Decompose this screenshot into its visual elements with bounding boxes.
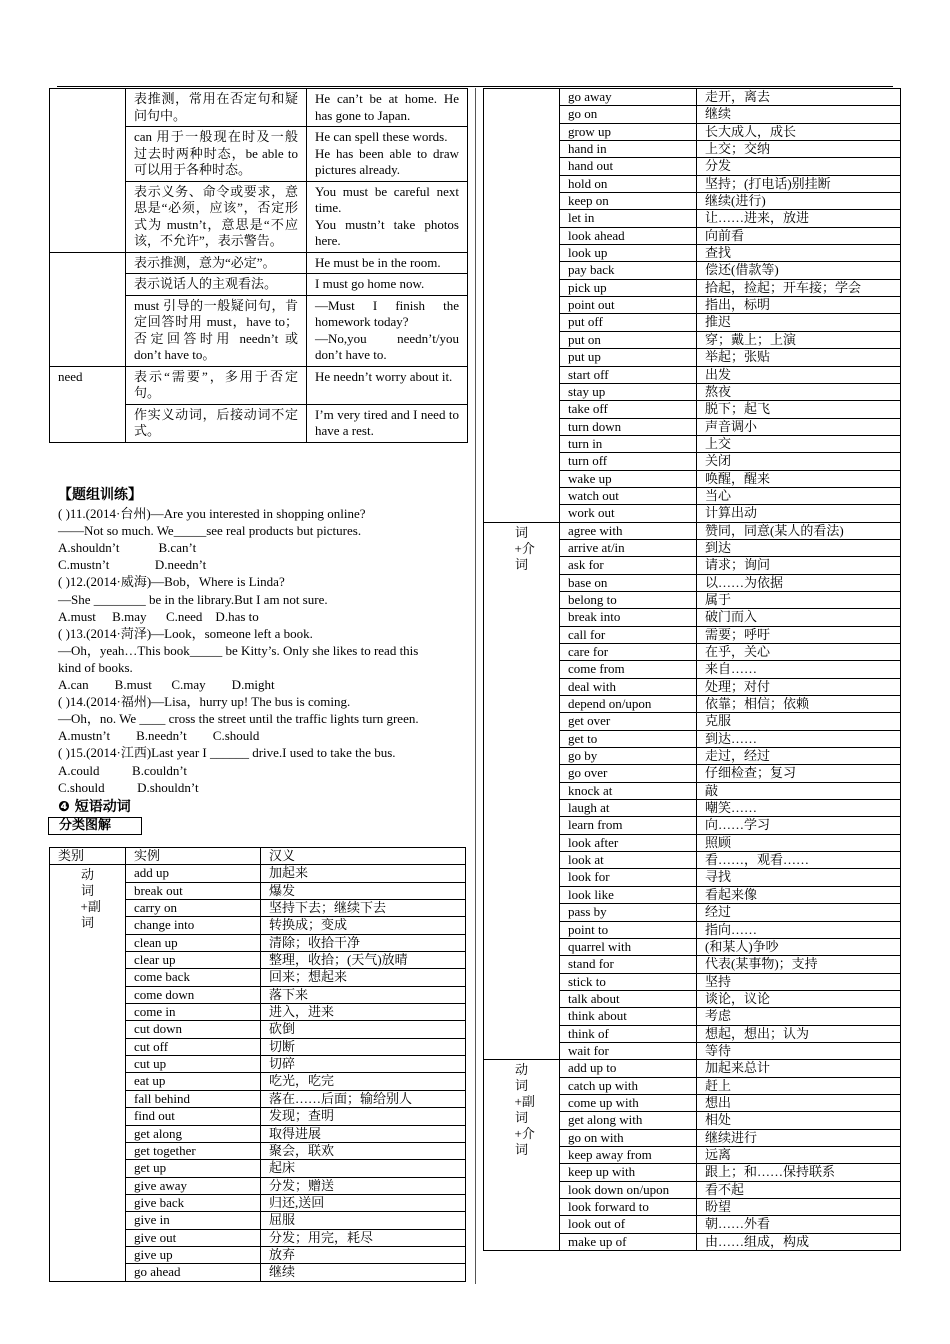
category-cell	[50, 865, 126, 1281]
phrase-cell: keep away from	[560, 1146, 697, 1163]
modal-example-cell	[307, 89, 468, 127]
phrase-cell: stand for	[560, 956, 697, 973]
meaning-cell: 到达	[697, 539, 901, 556]
modal-word-cell	[50, 89, 126, 253]
modal-row	[50, 252, 468, 274]
phrase-cell: look down on/upon	[560, 1181, 697, 1198]
meaning-cell: 分发；赠送	[261, 1177, 466, 1194]
phrase-cell: come in	[126, 1004, 261, 1021]
meaning-cell: 请求；询问	[697, 557, 901, 574]
meaning-cell: 由……组成，构成	[697, 1233, 901, 1250]
phrase-cell: care for	[560, 644, 697, 661]
phrase-cell: make up of	[560, 1233, 697, 1250]
phrase-cell: pick up	[560, 279, 697, 296]
meaning-cell: 敲	[697, 782, 901, 799]
meaning-cell: 声音调小	[697, 418, 901, 435]
phrase-cell: get along with	[560, 1112, 697, 1129]
phrase-cell: get up	[126, 1160, 261, 1177]
phrase-cell: add up to	[560, 1060, 697, 1077]
meaning-cell: 聚会，联欢	[261, 1142, 466, 1159]
phrase-cell: learn from	[560, 817, 697, 834]
modal-example-cell	[307, 252, 468, 274]
example-line: He can’t be at home. He has gone to Japan.	[315, 91, 459, 123]
modal-example-cell	[307, 127, 468, 182]
exercise-line: C.should D.shouldn’t	[58, 779, 199, 795]
phrase-cell: break out	[126, 882, 261, 899]
modal-example-cell	[307, 274, 468, 296]
exercise-line: ( )14.(2014·福州)—Lisa，hurry up! The bus is coming.	[58, 694, 351, 710]
meaning-cell: 进入，进来	[261, 1004, 466, 1021]
phrase-cell: go by	[560, 748, 697, 765]
meaning-cell: 发现；查明	[261, 1108, 466, 1125]
meaning-cell: 在乎，关心	[697, 644, 901, 661]
meaning-cell: 屈服	[261, 1212, 466, 1229]
phrase-cell: take off	[560, 401, 697, 418]
meaning-cell: 出发	[697, 366, 901, 383]
example-line: —Must I finish the homework today?	[315, 297, 459, 329]
phrase-cell: arrive at/in	[560, 539, 697, 556]
phrase-cell: keep up with	[560, 1164, 697, 1181]
phrase-cell: go on	[560, 106, 697, 123]
phrasal-row	[50, 865, 466, 882]
phrase-cell: turn in	[560, 435, 697, 452]
modal-usage-cell: 表示义务、命令或要求，意思是“必须，应该”，否定形式为 mustn’t，意思是“不应该，不允许”，表示警告。	[126, 181, 307, 252]
phrase-cell: give back	[126, 1194, 261, 1211]
meaning-cell: 处理；对付	[697, 678, 901, 695]
meaning-cell: 清除；收拾干净	[261, 934, 466, 951]
phrase-cell: look at	[560, 852, 697, 869]
meaning-cell: 偿还(借款等)	[697, 262, 901, 279]
meaning-cell: 以……为依据	[697, 574, 901, 591]
phrase-cell: talk about	[560, 990, 697, 1007]
meaning-cell: 举起；张贴	[697, 349, 901, 366]
meaning-cell: 寻找	[697, 869, 901, 886]
phrase-cell: pay back	[560, 262, 697, 279]
modal-example-cell	[307, 366, 468, 404]
exercise-line: A.can B.must C.may D.might	[58, 677, 275, 693]
phrase-cell: call for	[560, 626, 697, 643]
meaning-cell: 转换成；变成	[261, 917, 466, 934]
exercise-line: A.must B.may C.need D.has to	[58, 608, 259, 624]
exercise-section	[58, 487, 460, 835]
phrase-cell: hand in	[560, 141, 697, 158]
meaning-cell: 查找	[697, 245, 901, 262]
meaning-cell: 坚持下去；继续下去	[261, 900, 466, 917]
phrase-cell: get along	[126, 1125, 261, 1142]
phrase-cell: add up	[126, 865, 261, 882]
phrase-cell: keep on	[560, 193, 697, 210]
phrase-cell: agree with	[560, 522, 697, 539]
meaning-cell: 经过	[697, 904, 901, 921]
phrase-cell: look forward to	[560, 1199, 697, 1216]
meaning-cell: 分发	[697, 158, 901, 175]
category-diagram-label: 分类图解	[48, 817, 142, 835]
meaning-cell: 推迟	[697, 314, 901, 331]
modal-verb-table	[49, 88, 468, 443]
meaning-cell: 继续	[697, 106, 901, 123]
meaning-cell: 当心	[697, 487, 901, 504]
phrase-cell: put on	[560, 331, 697, 348]
phrase-cell: knock at	[560, 782, 697, 799]
meaning-cell: 想起，想出；认为	[697, 1025, 901, 1042]
meaning-cell: 唤醒，醒来	[697, 470, 901, 487]
meaning-cell: 向……学习	[697, 817, 901, 834]
category-cell	[484, 522, 560, 1060]
phrase-cell: eat up	[126, 1073, 261, 1090]
meaning-cell: 取得进展	[261, 1125, 466, 1142]
meaning-cell: 爆发	[261, 882, 466, 899]
meaning-cell: (和某人)争吵	[697, 938, 901, 955]
section-bullet: ❹	[58, 798, 70, 815]
exercise-line: A.shouldn’t B.can’t	[58, 540, 197, 556]
meaning-cell: 仔细检查；复习	[697, 765, 901, 782]
top-rule	[57, 86, 893, 87]
meaning-cell: 归还,送回	[261, 1194, 466, 1211]
example-line: You mustn’t take photos here.	[315, 216, 459, 248]
meaning-cell: 指向……	[697, 921, 901, 938]
phrase-cell: change into	[126, 917, 261, 934]
phrase-cell: go ahead	[126, 1264, 261, 1281]
phrasal-row	[484, 89, 901, 106]
phrase-cell: go over	[560, 765, 697, 782]
meaning-cell: 盼望	[697, 1199, 901, 1216]
meaning-cell: 远离	[697, 1146, 901, 1163]
header-cell: 实例	[126, 848, 261, 865]
meaning-cell: 分发；用完，耗尽	[261, 1229, 466, 1246]
modal-word-cell	[50, 252, 126, 366]
phrasal-verb-table-left	[49, 847, 466, 1282]
category-cell	[484, 89, 560, 523]
meaning-cell: 到达……	[697, 730, 901, 747]
phrase-cell: let in	[560, 210, 697, 227]
phrase-cell: look up	[560, 245, 697, 262]
exercise-line: A.could B.couldn’t	[58, 762, 188, 778]
phrasal-row	[484, 522, 901, 539]
meaning-cell: 切断	[261, 1038, 466, 1055]
phrase-cell: find out	[126, 1108, 261, 1125]
phrase-cell: think of	[560, 1025, 697, 1042]
phrase-cell: clear up	[126, 952, 261, 969]
example-line: He can spell these words.	[315, 129, 448, 144]
phrase-cell: base on	[560, 574, 697, 591]
meaning-cell: 上交	[697, 435, 901, 452]
phrase-cell: put up	[560, 349, 697, 366]
exercise-line: —She ________ be in the library.But I am not sure.	[58, 591, 328, 607]
phrase-cell: give in	[126, 1212, 261, 1229]
meaning-cell: 走过，经过	[697, 748, 901, 765]
example-line: I’m very tired and I need to have a rest.	[315, 406, 459, 438]
meaning-cell: 克服	[697, 713, 901, 730]
modal-row	[50, 366, 468, 404]
phrase-cell: go on with	[560, 1129, 697, 1146]
meaning-cell: 赞同，同意(某人的看法)	[697, 522, 901, 539]
exercise-line: C.mustn’t D.needn’t	[58, 557, 207, 573]
phrase-cell: look like	[560, 886, 697, 903]
modal-word-cell: need	[50, 366, 126, 442]
phrase-cell: grow up	[560, 123, 697, 140]
phrase-cell: belong to	[560, 591, 697, 608]
phrase-cell: get over	[560, 713, 697, 730]
meaning-cell: 砍倒	[261, 1021, 466, 1038]
category-cell	[484, 1060, 560, 1251]
exercise-lines	[58, 505, 460, 796]
phrase-cell: catch up with	[560, 1077, 697, 1094]
category-label: 词+介词	[514, 524, 535, 572]
phrase-cell: come up with	[560, 1094, 697, 1111]
example-line: You must be careful next time.	[315, 183, 459, 215]
phrase-cell: look after	[560, 834, 697, 851]
phrasal-verbs-heading	[58, 799, 460, 816]
phrase-cell: fall behind	[126, 1090, 261, 1107]
meaning-cell: 加起来总计	[697, 1060, 901, 1077]
meaning-cell: 上交；交纳	[697, 141, 901, 158]
meaning-cell: 长大成人，成长	[697, 123, 901, 140]
meaning-cell: 回来；想起来	[261, 969, 466, 986]
phrase-cell: come from	[560, 661, 697, 678]
phrase-cell: stay up	[560, 383, 697, 400]
meaning-cell: 依靠；相信；依赖	[697, 696, 901, 713]
meaning-cell: 跟上；和……保持联系	[697, 1164, 901, 1181]
header-cell: 类别	[50, 848, 126, 865]
modal-row	[50, 89, 468, 127]
modal-usage-cell: 表示说话人的主观看法。	[126, 274, 307, 296]
column-separator	[475, 88, 476, 1284]
phrase-cell: laugh at	[560, 800, 697, 817]
meaning-cell: 整理，收拾；(天气)放晴	[261, 952, 466, 969]
exercise-line: ( )11.(2014·台州)—Are you interested in shopping online?	[58, 506, 366, 522]
phrase-cell: cut off	[126, 1038, 261, 1055]
phrase-cell: depend on/upon	[560, 696, 697, 713]
modal-usage-cell: 作实义动词，后接动词不定式。	[126, 404, 307, 442]
phrase-cell: watch out	[560, 487, 697, 504]
phrase-cell: give up	[126, 1246, 261, 1263]
exercise-line: kind of books.	[58, 659, 133, 675]
example-line: I must go home now.	[315, 276, 425, 291]
meaning-cell: 指出，标明	[697, 297, 901, 314]
meaning-cell: 落下来	[261, 986, 466, 1003]
exercise-line: ( )13.(2014·菏泽)—Look，someone left a book.	[58, 625, 313, 641]
phrase-cell: ask for	[560, 557, 697, 574]
meaning-cell: 让……进来，放进	[697, 210, 901, 227]
phrase-cell: put off	[560, 314, 697, 331]
phrase-cell: hold on	[560, 175, 697, 192]
phrase-cell: come down	[126, 986, 261, 1003]
meaning-cell: 破门而入	[697, 609, 901, 626]
phrase-cell: come back	[126, 969, 261, 986]
example-line: He needn’t worry about it.	[315, 368, 453, 384]
phrase-cell: cut up	[126, 1056, 261, 1073]
meaning-cell: 放弃	[261, 1246, 466, 1263]
phrase-cell: start off	[560, 366, 697, 383]
meaning-cell: 考虑	[697, 1008, 901, 1025]
meaning-cell: 关闭	[697, 453, 901, 470]
exercise-line: —Oh，no. We ____ cross the street until the traffic lights turn green.	[58, 711, 419, 727]
meaning-cell: 赶上	[697, 1077, 901, 1094]
meaning-cell: 朝……外看	[697, 1216, 901, 1233]
meaning-cell: 看不起	[697, 1181, 901, 1198]
example-line: He must be in the room.	[315, 254, 441, 270]
modal-usage-cell: 表推测，常用在否定句和疑问句中。	[126, 89, 307, 127]
meaning-cell: 需要；呼吁	[697, 626, 901, 643]
meaning-cell: 相处	[697, 1112, 901, 1129]
meaning-cell: 属于	[697, 591, 901, 608]
phrase-cell: pass by	[560, 904, 697, 921]
meaning-cell: 坚持；(打电话)别挂断	[697, 175, 901, 192]
phrase-cell: wait for	[560, 1042, 697, 1059]
phrase-cell: point out	[560, 297, 697, 314]
exercise-title: 【题组训练】	[58, 487, 142, 503]
meaning-cell: 继续	[261, 1264, 466, 1281]
example-line: —No,you needn’t/you don’t have to.	[315, 330, 459, 362]
meaning-cell: 继续(进行)	[697, 193, 901, 210]
meaning-cell: 拾起，捡起；开车接；学会	[697, 279, 901, 296]
modal-example-cell	[307, 295, 468, 366]
meaning-cell: 吃光，吃完	[261, 1073, 466, 1090]
phrasal-row	[484, 1060, 901, 1077]
phrase-cell: work out	[560, 505, 697, 522]
modal-usage-cell: 表示“需要”，多用于否定句。	[126, 366, 307, 404]
meaning-cell: 穿；戴上；上演	[697, 331, 901, 348]
phrase-cell: give away	[126, 1177, 261, 1194]
phrase-cell: get together	[126, 1142, 261, 1159]
meaning-cell: 坚持	[697, 973, 901, 990]
meaning-cell: 嘲笑……	[697, 800, 901, 817]
meaning-cell: 脱下；起飞	[697, 401, 901, 418]
meaning-cell: 继续进行	[697, 1129, 901, 1146]
meaning-cell: 谈论，议论	[697, 990, 901, 1007]
phrase-cell: quarrel with	[560, 938, 697, 955]
meaning-cell: 想出	[697, 1094, 901, 1111]
exercise-line: ——Not so much. We_____see real products but pictures.	[58, 523, 362, 539]
meaning-cell: 切碎	[261, 1056, 466, 1073]
meaning-cell: 走开，离去	[697, 89, 901, 106]
exercise-line: A.mustn’t B.needn’t C.should	[58, 728, 260, 744]
phrase-cell: turn off	[560, 453, 697, 470]
modal-usage-cell: must 引导的一般疑问句，肯定回答时用 must，have to；否定回答时用 needn’t 或 don’t have to。	[126, 295, 307, 366]
phrase-cell: break into	[560, 609, 697, 626]
phrase-cell: think about	[560, 1008, 697, 1025]
phrase-cell: go away	[560, 89, 697, 106]
example-line: He has been able to draw pictures already.	[315, 145, 459, 177]
exercise-line: —Oh，yeah…This book_____ be Kitty’s. Only she likes to read this	[58, 642, 419, 658]
meaning-cell: 落在……后面；输给别人	[261, 1090, 466, 1107]
exercise-line: ( )12.(2014·威海)—Bob，Where is Linda?	[58, 574, 285, 590]
phrase-cell: get to	[560, 730, 697, 747]
phrase-cell: stick to	[560, 973, 697, 990]
meaning-cell: 加起来	[261, 865, 466, 882]
modal-example-cell	[307, 404, 468, 442]
meaning-cell: 起床	[261, 1160, 466, 1177]
phrase-cell: look out of	[560, 1216, 697, 1233]
meaning-cell: 熬夜	[697, 383, 901, 400]
meaning-cell: 看……，观看……	[697, 852, 901, 869]
phrase-cell: look for	[560, 869, 697, 886]
phrase-cell: cut down	[126, 1021, 261, 1038]
phrase-cell: wake up	[560, 470, 697, 487]
modal-usage-cell: can 用于一般现在时及一般过去时两种时态，be able to 可以用于各种时态。	[126, 127, 307, 182]
phrase-cell: give out	[126, 1229, 261, 1246]
phrase-cell: carry on	[126, 900, 261, 917]
phrasal-header-row	[50, 848, 466, 865]
meaning-cell: 看起来像	[697, 886, 901, 903]
phrase-cell: look ahead	[560, 227, 697, 244]
meaning-cell: 等待	[697, 1042, 901, 1059]
meaning-cell: 向前看	[697, 227, 901, 244]
meaning-cell: 代表(某事物)；支持	[697, 956, 901, 973]
section-title: 短语动词	[74, 798, 131, 815]
category-label: 动词+副词	[80, 867, 101, 931]
meaning-cell: 照顾	[697, 834, 901, 851]
phrase-cell: deal with	[560, 678, 697, 695]
category-label: 动词+副词+介词	[514, 1062, 535, 1158]
phrase-cell: hand out	[560, 158, 697, 175]
phrasal-verb-table-right	[483, 88, 901, 1251]
header-cell: 汉义	[261, 848, 466, 865]
meaning-cell: 计算出动	[697, 505, 901, 522]
exercise-line: ( )15.(2014·江西)Last year I ______ drive.I used to take the bus.	[58, 745, 396, 761]
phrase-cell: turn down	[560, 418, 697, 435]
phrase-cell: point to	[560, 921, 697, 938]
modal-usage-cell: 表示推测，意为“必定”。	[126, 252, 307, 274]
phrase-cell: clean up	[126, 934, 261, 951]
meaning-cell: 来自……	[697, 661, 901, 678]
modal-example-cell	[307, 181, 468, 252]
